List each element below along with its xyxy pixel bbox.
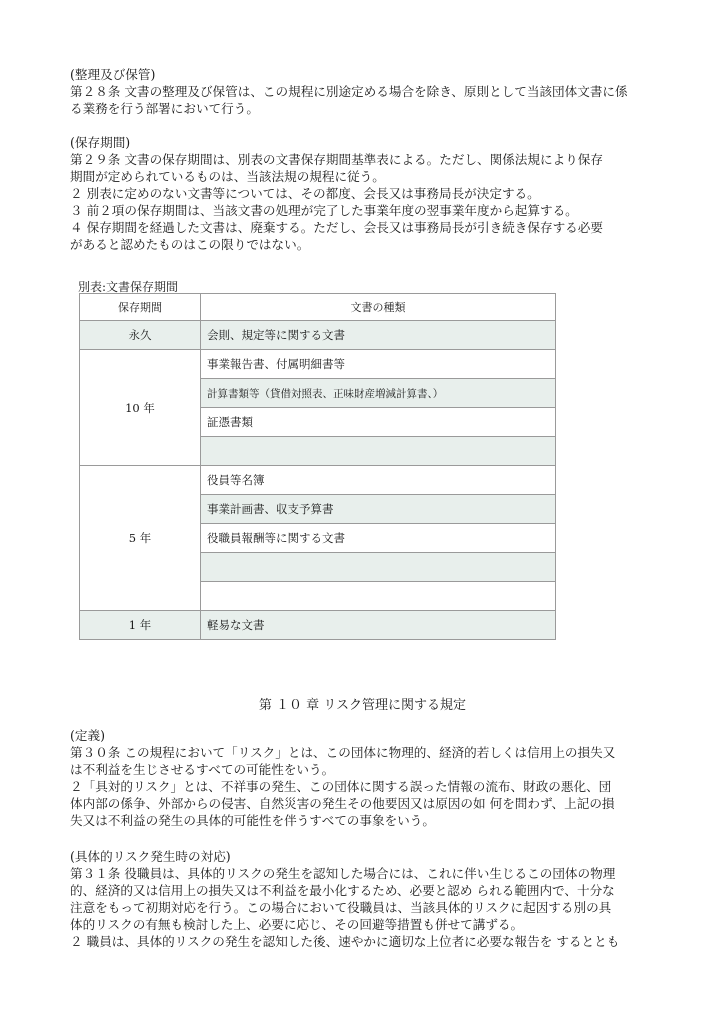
text-line: ２ 別表に定めのない文書等については、その都度、会長又は事務局長が決定する。 bbox=[70, 186, 540, 201]
text-line: ２「具対的リスク」とは、不祥事の発生、この団体に関する誤った情報の流布、財政の悪化、団 bbox=[70, 779, 612, 794]
table-row bbox=[80, 350, 556, 379]
period-cell: 10 年 bbox=[80, 350, 201, 466]
text-line: 期間が定められているものは、当該法規の規程に従う。 bbox=[70, 169, 385, 184]
text-line: 第２８条 文書の整理及び保管は、この規程に別途定める場合を除き、原則として当該団体文書に係 bbox=[70, 84, 628, 99]
kind-cell: 計算書類等（貸借対照表、正味財産増減計算書、） bbox=[201, 379, 556, 408]
kind-cell bbox=[201, 582, 556, 611]
text-line: ３ 前２項の保存期間は、当該文書の処理が完了した事業年度の翌事業年度から起算する。 bbox=[70, 203, 578, 218]
article-30 bbox=[70, 727, 670, 829]
text-line: 注意をもって初期対応を行う。この場合において役職員は、当該具体的リスクに起因する別の具 bbox=[70, 900, 612, 915]
kind-cell: 事業計画書、収支予算書 bbox=[201, 495, 556, 524]
text-line: は不利益を生じさせるすべての可能性をいう。 bbox=[70, 762, 335, 777]
table-row bbox=[80, 611, 556, 640]
section-heading: (整理及び保管) bbox=[70, 67, 156, 82]
section-heading: (定義) bbox=[70, 728, 106, 743]
text-line: 第２９条 文書の保存期間は、別表の文書保存期間基準表による。ただし、関係法規により保存 bbox=[70, 152, 603, 167]
article-29 bbox=[70, 134, 670, 253]
text-line: 的、経済的又は信用上の損失又は不利益を最小化するため、必要と認め られる範囲内で、十分な bbox=[70, 883, 615, 898]
text-line: 体内部の係争、外部からの侵害、自然災害の発生その他要因又は原因の如 何を問わず、上記の損 bbox=[70, 796, 615, 811]
header-kind: 文書の種類 bbox=[201, 294, 556, 321]
article-31 bbox=[70, 848, 670, 950]
text-line: 第３１条 役職員は、具体的リスクの発生を認知した場合には、これに伴い生じるこの団体の物理 bbox=[70, 866, 616, 881]
kind-cell bbox=[201, 553, 556, 582]
kind-cell: 役職員報酬等に関する文書 bbox=[201, 524, 556, 553]
kind-cell bbox=[201, 437, 556, 466]
retention-table bbox=[79, 293, 556, 640]
section-heading: (保存期間) bbox=[70, 135, 131, 150]
text-line: る業務を行う部署において行う。 bbox=[70, 101, 259, 116]
text-line: があると認めたものはこの限りではない。 bbox=[70, 237, 310, 252]
period-cell: 5 年 bbox=[80, 466, 201, 611]
kind-cell: 軽易な文書 bbox=[201, 611, 556, 640]
header-period: 保存期間 bbox=[80, 294, 201, 321]
table-row bbox=[80, 321, 556, 350]
table-row bbox=[80, 466, 556, 495]
kind-cell: 事業報告書、付属明細書等 bbox=[201, 350, 556, 379]
text-line: ４ 保存期間を経過した文書は、廃棄する。ただし、会長又は事務局長が引き続き保存する必要 bbox=[70, 220, 603, 235]
table-caption: 別表:文書保存期間 bbox=[78, 280, 179, 294]
text-line: 体的リスクの有無も検討した上、必要に応じ、その回避等措置も併せて講ずる。 bbox=[70, 917, 524, 932]
section-heading: (具体的リスク発生時の対応) bbox=[70, 849, 231, 864]
text-line: ２ 職員は、具体的リスクの発生を認知した後、速やかに適切な上位者に必要な報告を するととも bbox=[70, 934, 620, 949]
article-28 bbox=[70, 66, 670, 117]
period-cell: 1 年 bbox=[80, 611, 201, 640]
chapter-title: 第 １０ 章 リスク管理に関する規定 bbox=[258, 698, 467, 713]
text-line: 失又は不利益の発生の具体的可能性を伴うすべての事象をいう。 bbox=[70, 813, 435, 828]
text-line: 第３０条 この規程において「リスク」とは、この団体に物理的、経済的若しくは信用上の損失又 bbox=[70, 745, 616, 760]
period-cell: 永久 bbox=[80, 321, 201, 350]
kind-cell: 役員等名簿 bbox=[201, 466, 556, 495]
kind-cell: 証憑書類 bbox=[201, 408, 556, 437]
table-header-row bbox=[80, 294, 556, 321]
kind-cell: 会則、規定等に関する文書 bbox=[201, 321, 556, 350]
